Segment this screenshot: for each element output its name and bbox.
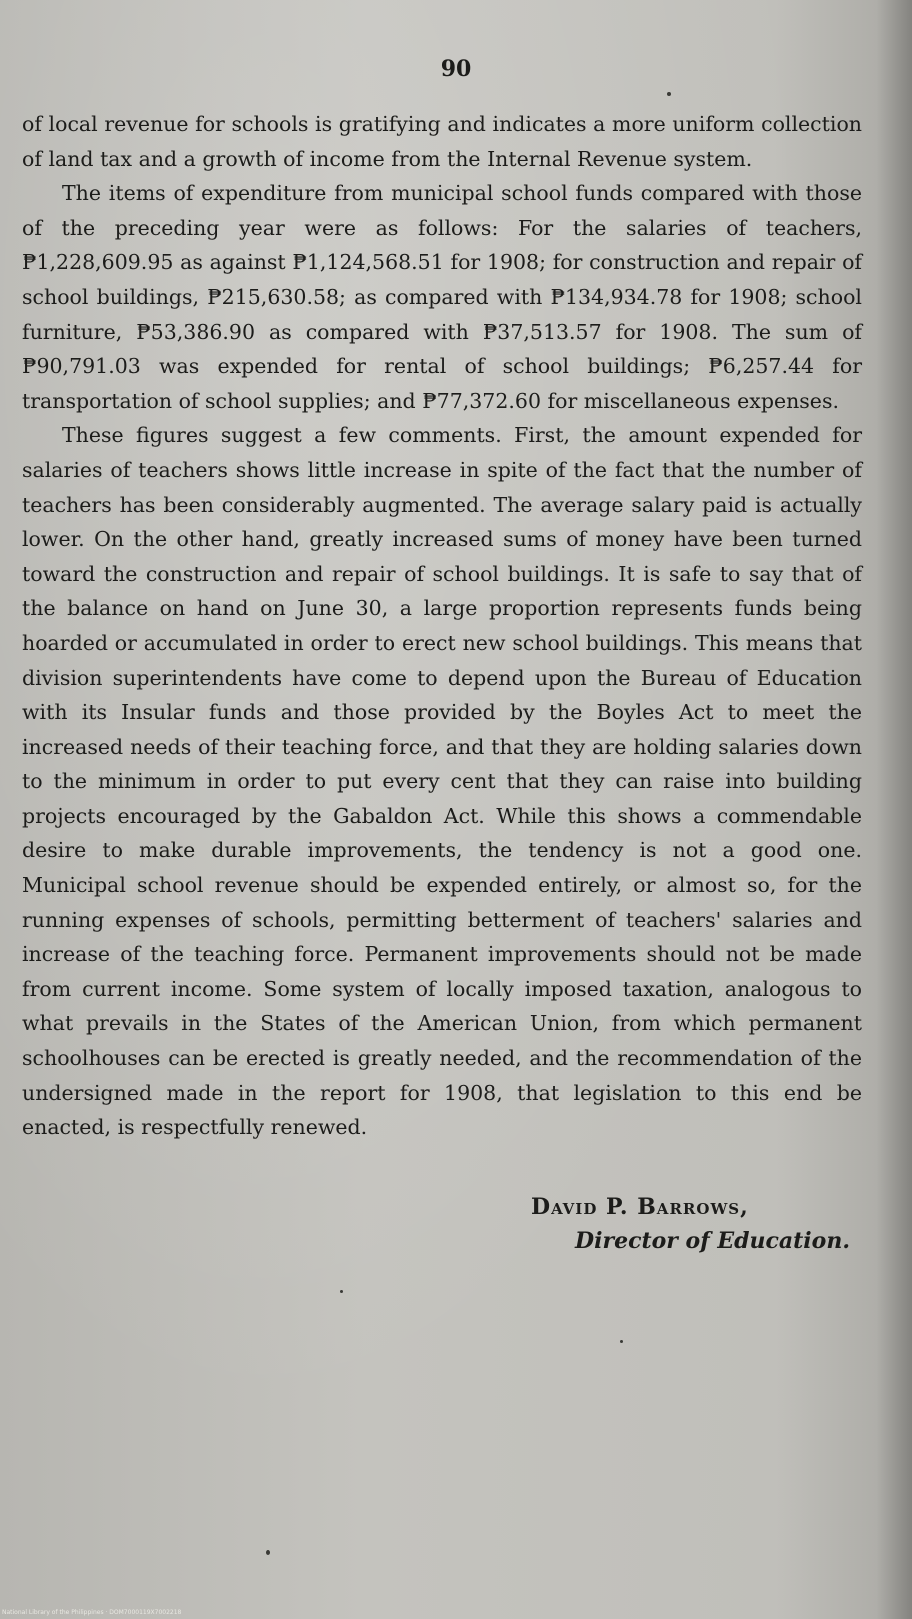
body-text: [22, 107, 862, 1145]
paragraph-continued: of local revenue for schools is gratifying and indicates a more uniform collection of land tax and a growth of income from the Internal Revenue system.: [22, 112, 862, 171]
page-number: 90: [440, 56, 472, 82]
signature-block: [531, 1190, 850, 1258]
signatory-name: David P. Barrows,: [531, 1194, 749, 1220]
scan-speck: [266, 1550, 270, 1555]
signatory-title: Director of Education.: [575, 1228, 850, 1254]
scan-footer: National Library of the Philippines · DOM7000119X7002218: [2, 1609, 182, 1616]
page-edge-shadow: [876, 0, 912, 1619]
scan-speck: [667, 92, 671, 96]
paragraph-expenditures: The items of expenditure from municipal school funds compared with those of the preceding year were as follows: For the salaries of teachers, ₱1,228,609.95 as against ₱1,124,568.51 for 1908; for construction and repair of school buildings, ₱215,630.58; as compared with ₱134,934.78 for 1908; school furniture, ₱53,386.90 as compared with ₱37,513.57 for 1908. The sum of ₱90,791.03 was expended for rental of school buildings; ₱6,257.44 for transportation of school supplies; and ₱77,372.60 for miscellaneous expenses.: [22, 181, 862, 413]
scan-speck: [340, 1290, 343, 1293]
scan-speck: [620, 1340, 623, 1343]
paragraph-comments: These figures suggest a few comments. First, the amount expended for salaries of teachers shows little increase in spite of the fact that the number of teachers has been considerably augmented. The average salary paid is actually lower. On the other hand, greatly increased sums of money have been turned toward the construction and repair of school buildings. It is safe to say that of the balance on hand on June 30, a large proportion represents funds being hoarded or accumulated in order to erect new school buildings. This means that division superintendents have come to depend upon the Bureau of Education with its Insular funds and those provided by the Boyles Act to meet the increased needs of their teaching force, and that they are holding salaries down to the minimum in order to put every cent that they can raise into building projects encouraged by the Gabaldon Act. While this shows a commendable desire to make durable improvements, the tendency is not a good one. Municipal school revenue should be expended entirely, or almost so, for the running expenses of schools, permitting betterment of teachers' salaries and increase of the teaching force. Permanent improvements should not be made from current income. Some system of locally imposed taxation, analogous to what prevails in the States of the American Union, from which permanent schoolhouses can be erected is greatly needed, and the recommendation of the undersigned made in the report for 1908, that legislation to this end be enacted, is respectfully renewed.: [22, 423, 862, 1140]
